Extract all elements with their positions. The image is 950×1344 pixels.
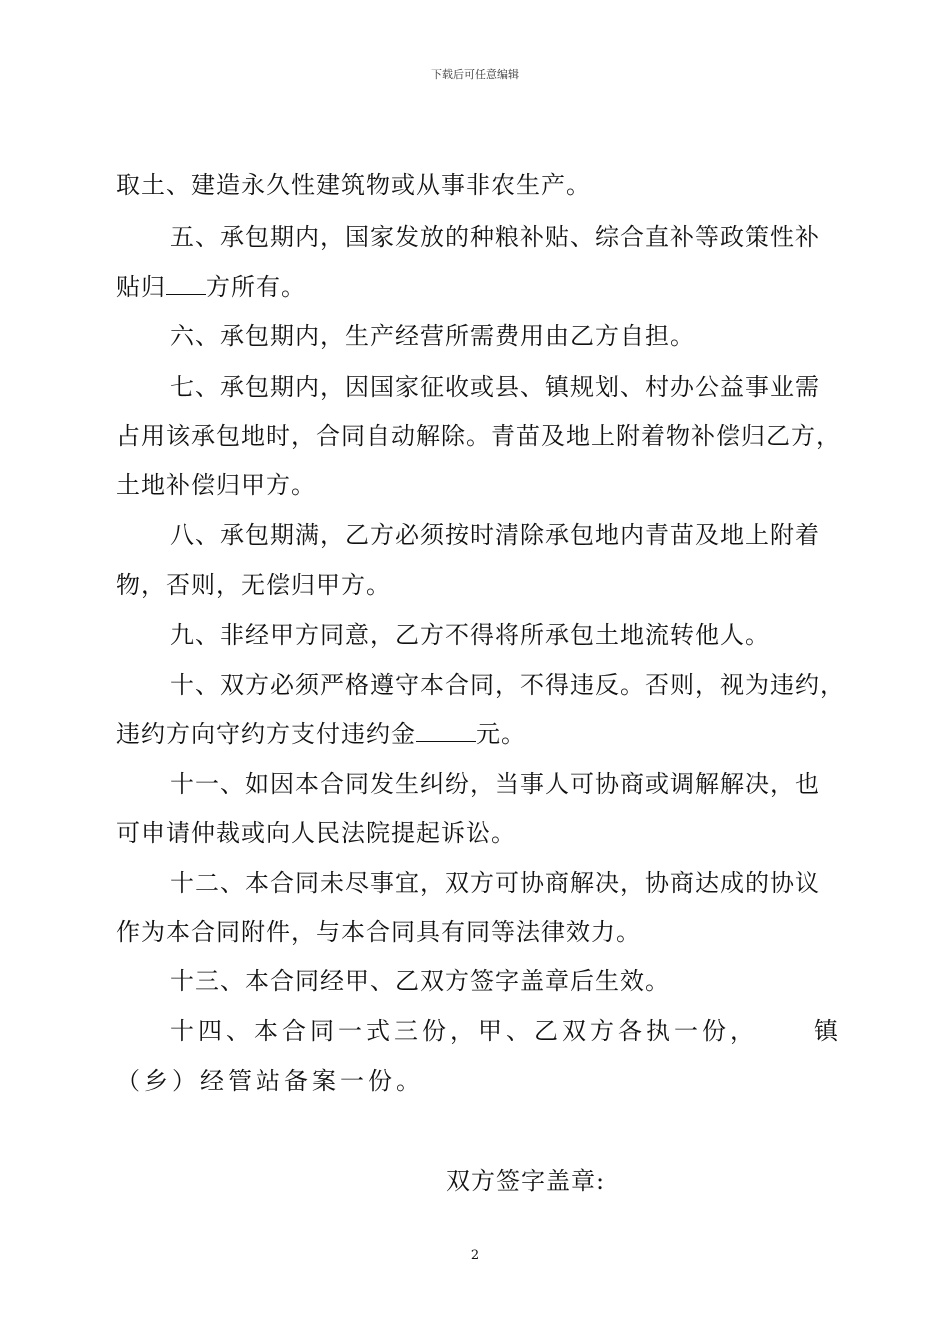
blank-field (166, 272, 206, 295)
clause-line: 十三、本合同经甲、乙双方签字盖章后生效。 (170, 967, 670, 995)
clause-line: 五、承包期内，国家发放的种粮补贴、综合直补等政策性补 (170, 223, 820, 251)
clause-line: 物，否则，无偿归甲方。 (116, 571, 391, 599)
clause-line: 八、承包期满，乙方必须按时清除承包地内青苗及地上附着 (170, 521, 820, 549)
blank-field (416, 719, 476, 742)
clause-line: 十二、本合同未尽事宜，双方可协商解决，协商达成的协议 (170, 869, 820, 897)
clause-line: 作为本合同附件，与本合同具有同等法律效力。 (116, 918, 641, 946)
clause-line: 土地补偿归甲方。 (116, 471, 316, 499)
clause-line: 取土、建造永久性建筑物或从事非农生产。 (116, 171, 591, 199)
clause-line: 贴归 方所有。 (116, 273, 306, 301)
clause-line: （乡）经管站备案一份。 (116, 1067, 424, 1095)
clause-line: 九、非经甲方同意，乙方不得将所承包土地流转他人。 (170, 621, 770, 649)
clause-line: 十一、如因本合同发生纠纷，当事人可协商或调解解决，也 (170, 770, 820, 798)
clause-line: 七、承包期内，因国家征收或县、镇规划、村办公益事业需 (170, 373, 820, 401)
clause-line: 可申请仲裁或向人民法院提起诉讼。 (116, 819, 516, 847)
clause-line: 十、双方必须严格遵守本合同，不得违反。否则，视为违约， (170, 671, 845, 699)
clause-line: 占用该承包地时，合同自动解除。青苗及地上附着物补偿归乙方， (116, 422, 841, 450)
page-number: 2 (470, 1248, 480, 1263)
signature-label: 双方签字盖章: (446, 1167, 606, 1195)
page-header: 下载后可任意编辑 (431, 68, 519, 81)
clause-line: 十四、本合同一式三份，甲、乙双方各执一份， 镇 (170, 1017, 842, 1045)
clause-line: 六、承包期内，生产经营所需费用由乙方自担。 (170, 322, 695, 350)
clause-line: 违约方向守约方支付违约金 元。 (116, 720, 526, 748)
